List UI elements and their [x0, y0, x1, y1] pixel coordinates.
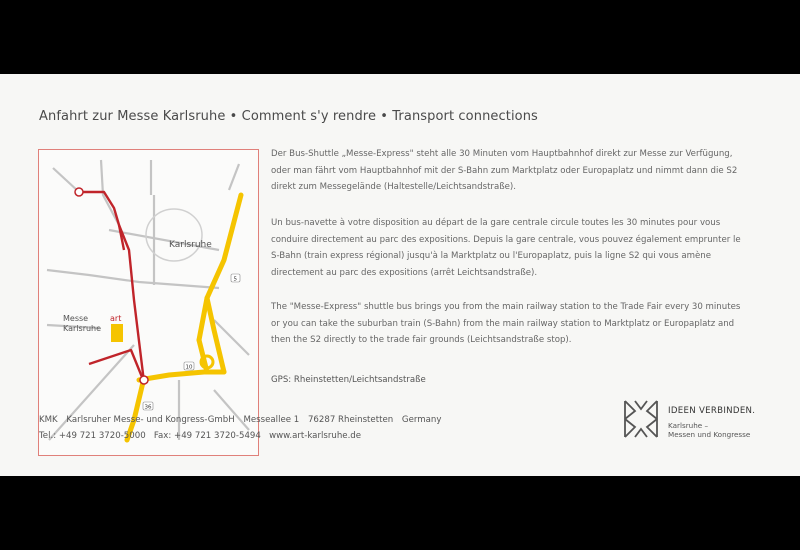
motorway-a5 [199, 195, 241, 340]
gps-info: GPS: Rheinstetten/Leichtsandstraße [271, 375, 426, 385]
route-main [79, 192, 144, 382]
motorway-b10 [139, 372, 224, 380]
art-badge: art [110, 314, 122, 323]
kmk-logo [623, 399, 659, 439]
address-city: 76287 Rheinstetten [307, 415, 394, 425]
junction-marker [75, 188, 83, 196]
company-name: Karlsruher Messe- und Kongress-GmbH [66, 415, 235, 425]
directions-english: The "Messe-Express" shuttle bus brings you from the main railway station to the Trade Fair every 30 minutes or you can take the suburban train (S-Bahn) from the main railway station to Marktplatz or Europaplatz and then the S2 directly to the trade fair grounds (Leichtsandstraße stop). [271, 302, 741, 345]
website-link[interactable]: www.art-karlsruhe.de [269, 431, 362, 441]
junction-marker [140, 376, 148, 384]
motorway-east [207, 298, 224, 372]
messe-label-2: Karlsruhe [63, 324, 102, 333]
road-sw [49, 345, 134, 440]
road-shield-b36-label: 36 [144, 404, 152, 411]
road-shield-a5-label: 5 [233, 276, 237, 283]
logo-subtitle-1: Karlsruhe – [668, 421, 709, 430]
messe-label-1: Messe [63, 314, 89, 323]
logo-tagline: IDEEN VERBINDEN. [668, 406, 756, 416]
address-country: Germany [401, 415, 442, 425]
phone-number: Tel.: +49 721 3720-5000 [39, 431, 146, 441]
art-badge-marker [111, 324, 123, 342]
company-short: KMK [39, 415, 58, 425]
road-nw [53, 168, 79, 192]
footer-contact-line [39, 431, 361, 441]
brochure-card [0, 74, 800, 476]
footer-company-line [39, 415, 447, 425]
logo-subtitle-2: Messen und Kongresse [668, 430, 751, 439]
fax-number: Fax: +49 721 3720-5494 [153, 431, 261, 441]
road-shield-b10-label: 10 [185, 364, 193, 371]
directions-map [38, 149, 259, 456]
city-label: Karlsruhe [169, 240, 212, 250]
directions-german: Der Bus-Shuttle „Messe-Express" steht alle 30 Minuten vom Hauptbahnhof direkt zur Messe zur Verfügung, oder man fährt vom Hauptbahnhof mit der S-Bahn zum Marktplatz oder Europaplatz und nimmt dann die S2 direkt zum Messegelände (Haltestelle/Leichtsandstraße). [271, 149, 738, 192]
address-street: Messeallee 1 [243, 415, 300, 425]
road-ne [229, 164, 239, 190]
shuttle-route [79, 192, 144, 382]
page-title: Anfahrt zur Messe Karlsruhe • Comment s'y rendre • Transport connections [39, 109, 538, 124]
directions-french: Un bus-navette à votre disposition au départ de la gare centrale circule toutes les 30 minutes pour vous conduire directement au parc des expositions. Depuis la gare centrale, vous pouvez également emprunter le S-Bahn (train express régional) jusqu'à la Marktplatz ou l'Europaplatz, puis la ligne S2 qui vous amène directement au parc des expositions (arrêt Leichtsandstraße). [271, 218, 741, 278]
road-network [47, 160, 249, 440]
map-svg [39, 150, 258, 455]
